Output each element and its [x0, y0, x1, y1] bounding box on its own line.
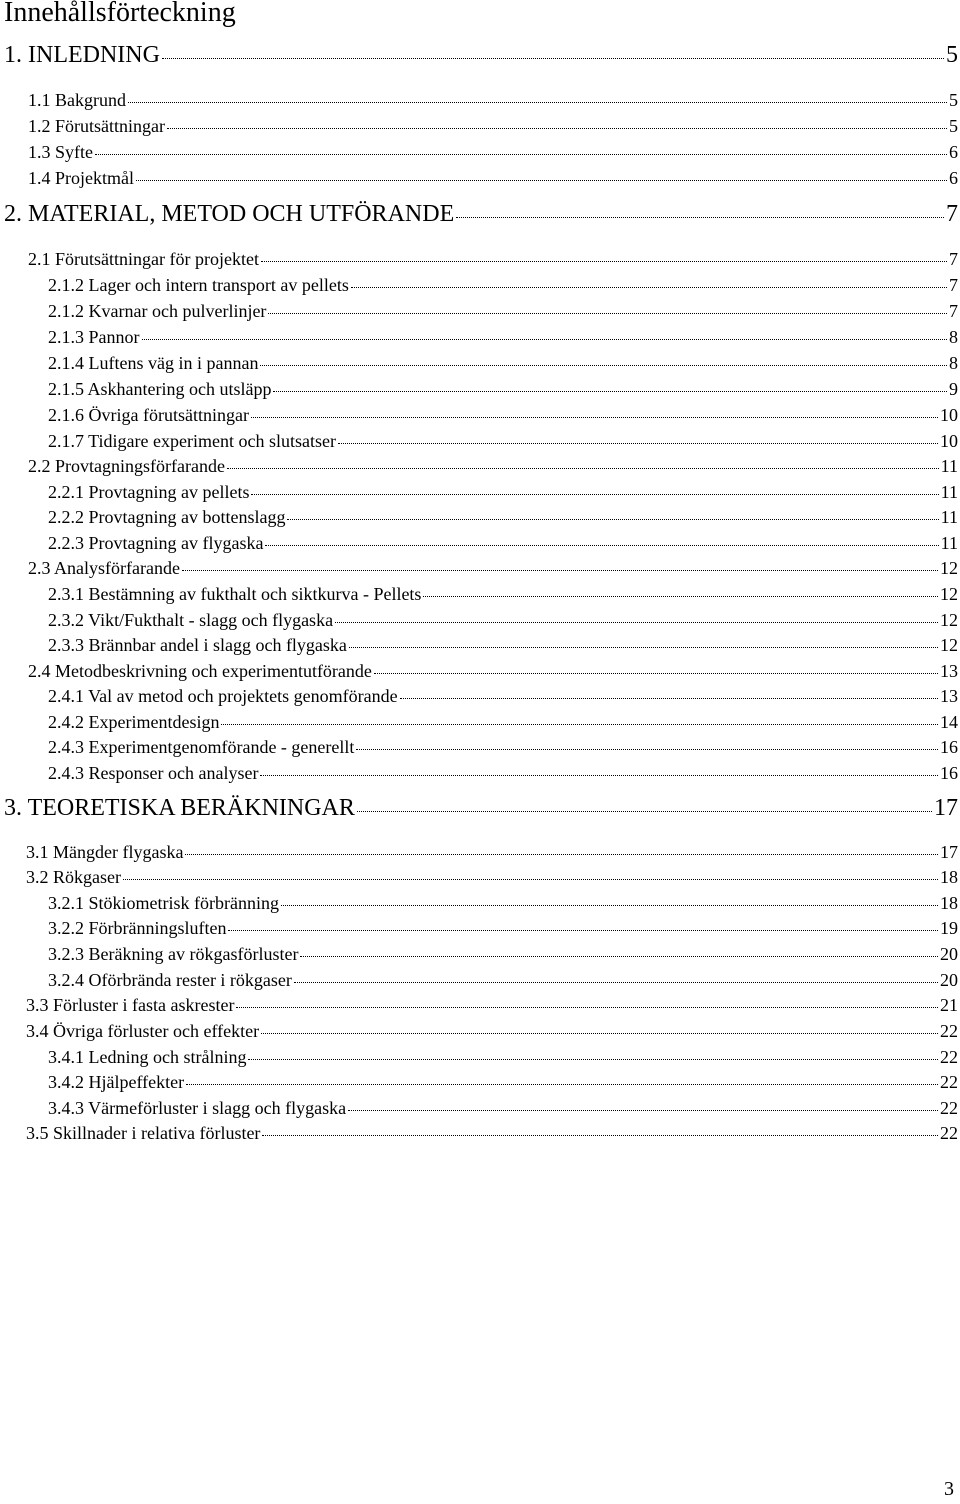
toc-entry-page: 21: [940, 995, 958, 1016]
toc-entry-label: 1.2 Förutsättningar: [28, 116, 165, 137]
toc-entry-page: 10: [940, 405, 958, 426]
toc-entry-label: 2.1.7 Tidigare experiment och slutsatser: [48, 431, 336, 452]
toc-entry-label: 2.4.2 Experimentdesign: [48, 712, 220, 733]
toc-leader-dots: [227, 468, 939, 469]
toc-entry-page: 20: [940, 944, 958, 965]
toc-entry-label: 3.2.2 Förbränningsluften: [48, 918, 227, 939]
toc-entry-page: 17: [940, 842, 958, 863]
toc-entry-page: 11: [940, 456, 958, 477]
toc-leader-dots: [262, 1135, 938, 1136]
toc-entry-page: 11: [940, 533, 958, 554]
toc-entry[interactable]: [48, 533, 958, 555]
toc-entry[interactable]: [48, 686, 958, 708]
toc-entry-label: 3.4.3 Värmeförluster i slagg och flygaska: [48, 1098, 347, 1119]
toc-entry-page: 17: [934, 794, 958, 821]
toc-entry-label: 3.2.3 Beräkning av rökgasförluster: [48, 944, 299, 965]
toc-leader-dots: [265, 545, 938, 546]
toc-entry-page: 22: [940, 1021, 958, 1042]
toc-leader-dots: [335, 622, 938, 623]
toc-entry-label: 2.3.3 Brännbar andel i slagg och flygaska: [48, 635, 347, 656]
toc-entry-label: 2.1.2 Lager och intern transport av pellets: [48, 275, 349, 296]
toc-entry[interactable]: [28, 558, 958, 580]
toc-entry[interactable]: [48, 353, 958, 375]
toc-leader-dots: [261, 1033, 938, 1034]
toc-leader-dots: [128, 102, 947, 103]
toc-entry-page: 18: [940, 867, 958, 888]
toc-entry-label: 3. TEORETISKA BERÄKNINGAR: [4, 794, 355, 821]
toc-leader-dots: [273, 391, 947, 392]
toc-entry[interactable]: [26, 1123, 958, 1145]
toc-entry-page: 12: [940, 610, 958, 631]
toc-leader-dots: [228, 930, 938, 931]
toc-entry-page: 16: [940, 737, 958, 758]
toc-leader-dots: [349, 647, 938, 648]
toc-entry-page: 6: [949, 168, 958, 189]
toc-entry-page: 11: [940, 482, 958, 503]
toc-entry-label: 2.1.4 Luftens väg in i pannan: [48, 353, 259, 374]
toc-entry-label: 3.4 Övriga förluster och effekter: [26, 1021, 260, 1042]
toc-entry[interactable]: [48, 275, 958, 297]
toc-entry-page: 12: [940, 584, 958, 605]
toc-leader-dots: [287, 519, 938, 520]
toc-entry[interactable]: [48, 1098, 958, 1120]
toc-entry-label: 2.3 Analysförfarande: [28, 558, 180, 579]
toc-entry[interactable]: [48, 584, 958, 606]
toc-leader-dots: [142, 339, 948, 340]
toc-entry-page: 5: [949, 90, 958, 111]
toc-leader-dots: [348, 1110, 938, 1111]
toc-entry-label: 2. MATERIAL, METOD OCH UTFÖRANDE: [4, 200, 455, 227]
toc-entry[interactable]: [48, 970, 958, 992]
toc-entry-page: 7: [946, 200, 958, 227]
toc-leader-dots: [251, 494, 938, 495]
toc-leader-dots: [221, 724, 938, 725]
toc-entry-label: 2.3.2 Vikt/Fukthalt - slagg och flygaska: [48, 610, 334, 631]
toc-leader-dots: [162, 58, 944, 59]
toc-entry-page: 22: [940, 1098, 958, 1119]
toc-entry-label: 2.4 Metodbeskrivning och experimentutförande: [28, 661, 372, 682]
toc-entry-page: 5: [949, 116, 958, 137]
toc-leader-dots: [268, 313, 947, 314]
toc-entry[interactable]: [48, 893, 958, 915]
toc-leader-dots: [248, 1059, 938, 1060]
toc-entry[interactable]: [48, 507, 958, 529]
toc-leader-dots: [294, 982, 938, 983]
toc-entry-label: 2.1.2 Kvarnar och pulverlinjer: [48, 301, 267, 322]
toc-entry[interactable]: [48, 918, 958, 940]
toc-entry-page: 22: [940, 1123, 958, 1144]
toc-leader-dots: [260, 775, 938, 776]
toc-entry[interactable]: [4, 41, 958, 70]
toc-entry-label: 3.1 Mängder flygaska: [26, 842, 184, 863]
toc-entry-page: 6: [949, 142, 958, 163]
toc-entry[interactable]: [48, 763, 958, 785]
toc-leader-dots: [374, 673, 938, 674]
page-title: Innehållsförteckning: [4, 0, 236, 28]
toc-leader-dots: [236, 1007, 938, 1008]
toc-entry[interactable]: [48, 379, 958, 401]
toc-entry-page: 7: [949, 249, 958, 270]
toc-leader-dots: [357, 811, 932, 812]
toc-entry-label: 3.3 Förluster i fasta askrester: [26, 995, 235, 1016]
toc-entry-page: 22: [940, 1047, 958, 1068]
toc-entry-label: 3.2 Rökgaser: [26, 867, 121, 888]
toc-entry[interactable]: [48, 327, 958, 349]
toc-entry-page: 18: [940, 893, 958, 914]
toc-entry[interactable]: [4, 794, 958, 823]
toc-entry[interactable]: [26, 995, 958, 1017]
toc-entry[interactable]: [28, 142, 958, 164]
toc-entry[interactable]: [48, 431, 958, 453]
toc-entry[interactable]: [26, 1021, 958, 1043]
toc-entry[interactable]: [28, 456, 958, 478]
toc-leader-dots: [260, 365, 947, 366]
toc-leader-dots: [356, 749, 938, 750]
toc-leader-dots: [182, 570, 938, 571]
toc-entry[interactable]: [48, 635, 958, 657]
toc-entry-page: 13: [940, 686, 958, 707]
toc-entry-page: 22: [940, 1072, 958, 1093]
toc-entry[interactable]: [48, 1072, 958, 1094]
toc-entry-page: 8: [949, 353, 958, 374]
toc-entry-label: 3.2.1 Stökiometrisk förbränning: [48, 893, 279, 914]
toc-entry-page: 13: [940, 661, 958, 682]
toc-entry-label: 2.1.3 Pannor: [48, 327, 140, 348]
toc-entry-page: 10: [940, 431, 958, 452]
toc-entry-page: 9: [949, 379, 958, 400]
toc-entry-label: 2.3.1 Bestämning av fukthalt och siktkurva - Pellets: [48, 584, 422, 605]
toc-entry-label: 1.4 Projektmål: [28, 168, 134, 189]
toc-entry[interactable]: [4, 200, 958, 229]
toc-entry[interactable]: [48, 610, 958, 632]
toc-entry-label: 1.1 Bakgrund: [28, 90, 126, 111]
toc-leader-dots: [186, 1084, 938, 1085]
toc-entry-page: 11: [940, 507, 958, 528]
toc-entry-label: 1.3 Syfte: [28, 142, 93, 163]
page-number: 3: [944, 1478, 954, 1500]
toc-entry[interactable]: [28, 249, 958, 271]
toc-leader-dots: [167, 128, 947, 129]
toc-entry-page: 14: [940, 712, 958, 733]
toc-entry-page: 7: [949, 301, 958, 322]
toc-entry[interactable]: [48, 482, 958, 504]
toc-entry-label: 2.2.2 Provtagning av bottenslagg: [48, 507, 286, 528]
toc-leader-dots: [185, 854, 938, 855]
toc-leader-dots: [456, 217, 944, 218]
toc-leader-dots: [123, 879, 938, 880]
toc-entry-label: 3.2.4 Oförbrända rester i rökgaser: [48, 970, 292, 991]
toc-leader-dots: [300, 956, 938, 957]
toc-entry[interactable]: [28, 661, 958, 683]
toc-entry-page: 20: [940, 970, 958, 991]
toc-leader-dots: [423, 596, 938, 597]
toc-entry-label: 2.4.3 Responser och analyser: [48, 763, 259, 784]
toc-leader-dots: [281, 905, 938, 906]
toc-leader-dots: [95, 154, 947, 155]
toc-entry-page: 5: [946, 41, 958, 68]
toc-entry-page: 16: [940, 763, 958, 784]
toc-entry[interactable]: [28, 168, 958, 190]
toc-entry[interactable]: [48, 737, 958, 759]
toc-entry[interactable]: [48, 944, 958, 966]
toc-entry-label: 2.2 Provtagningsförfarande: [28, 456, 225, 477]
toc-leader-dots: [136, 180, 947, 181]
toc-leader-dots: [338, 443, 938, 444]
toc-entry-page: 12: [940, 558, 958, 579]
toc-leader-dots: [261, 261, 947, 262]
toc-entry[interactable]: [26, 842, 958, 864]
toc-entry-page: 19: [940, 918, 958, 939]
toc-entry-label: 2.2.3 Provtagning av flygaska: [48, 533, 264, 554]
toc-entry-label: 1. INLEDNING: [4, 41, 160, 68]
toc-entry[interactable]: [48, 301, 958, 323]
toc-leader-dots: [400, 698, 938, 699]
toc-entry-label: 2.1.6 Övriga förutsättningar: [48, 405, 249, 426]
toc-entry[interactable]: [26, 867, 958, 889]
toc-entry-label: 3.5 Skillnader i relativa förluster: [26, 1123, 261, 1144]
toc-entry-label: 2.1 Förutsättningar för projektet: [28, 249, 259, 270]
toc-entry-label: 2.4.1 Val av metod och projektets genomförande: [48, 686, 398, 707]
toc-leader-dots: [351, 287, 947, 288]
toc-entry[interactable]: [48, 405, 958, 427]
toc-entry-label: 2.2.1 Provtagning av pellets: [48, 482, 250, 503]
toc-entry-label: 3.4.2 Hjälpeffekter: [48, 1072, 185, 1093]
toc-entry[interactable]: [48, 712, 958, 734]
toc-entry-label: 2.4.3 Experimentgenomförande - generellt: [48, 737, 355, 758]
toc-entry-label: 2.1.5 Askhantering och utsläpp: [48, 379, 272, 400]
toc-leader-dots: [251, 417, 938, 418]
toc-entry[interactable]: [28, 90, 958, 112]
toc-entry-page: 12: [940, 635, 958, 656]
toc-entry-label: 3.4.1 Ledning och strålning: [48, 1047, 247, 1068]
toc-entry[interactable]: [28, 116, 958, 138]
toc-entry[interactable]: [48, 1047, 958, 1069]
toc-entry-page: 7: [949, 275, 958, 296]
toc-entry-page: 8: [949, 327, 958, 348]
